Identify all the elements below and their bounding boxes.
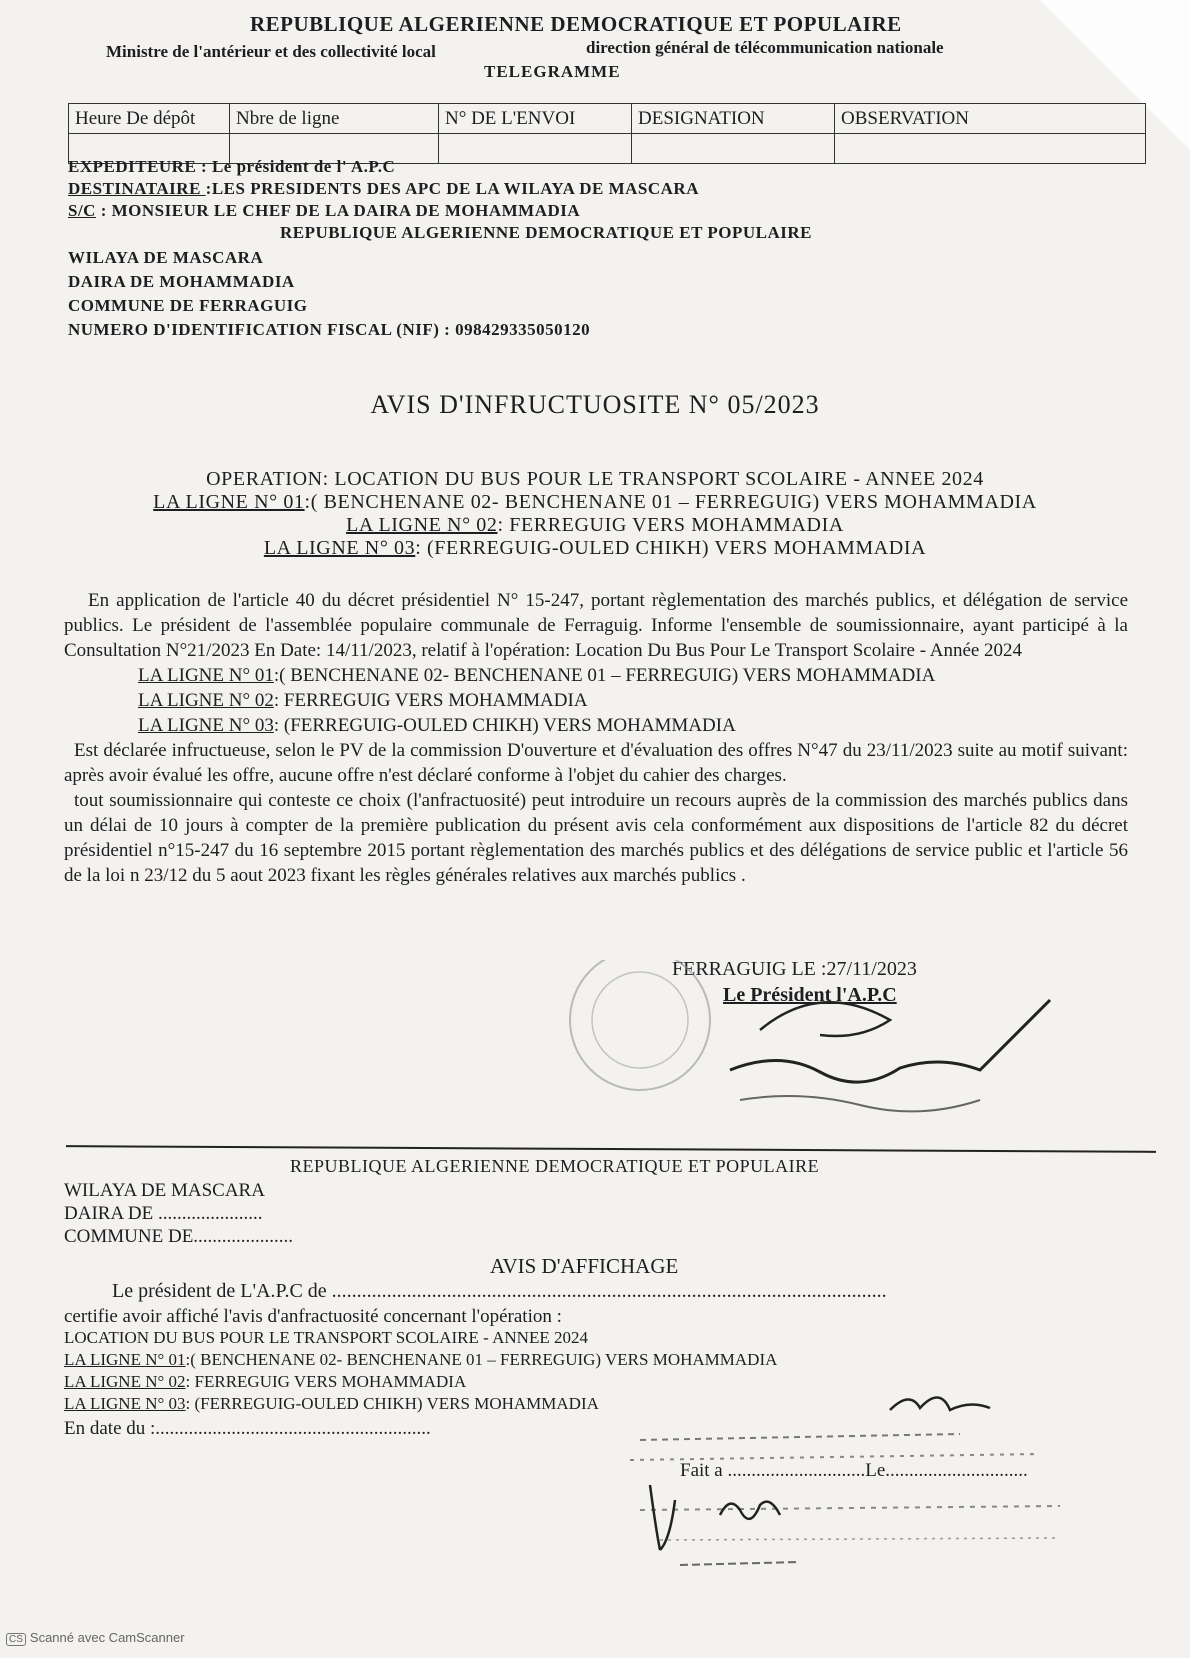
sc-value: : MONSIEUR LE CHEF DE LA DAIRA DE MOHAMMADIA <box>95 201 581 220</box>
commune-line: COMMUNE DE FERRAGUIG <box>68 296 308 315</box>
sc-label: S/C <box>68 201 96 220</box>
line3-label: LA LIGNE N° 03 <box>263 537 416 559</box>
line3-value: : (FERREGUIG-OULED CHIKH) VERS MOHAMMADIA <box>415 537 927 559</box>
signature-place-date: FERRAGUIG LE :27/11/2023 <box>672 958 917 980</box>
body-line3-value: : (FERREGUIG-OULED CHIKH) VERS MOHAMMADIA <box>273 715 736 736</box>
table-cell <box>632 134 835 164</box>
operation-line: OPERATION: LOCATION DU BUS POUR LE TRANSPORT SCOLAIRE - ANNEE 2024 <box>206 468 984 490</box>
table-cell <box>835 134 1146 164</box>
affichage-line-3 <box>64 1394 599 1414</box>
table-header-cell: Nbre de ligne <box>230 104 439 134</box>
body-line-1 <box>64 663 1128 688</box>
affichage-date: En date du :.......................................................... <box>64 1418 431 1439</box>
table-header-cell: Heure De dépôt <box>69 104 230 134</box>
ministry-label: Ministre de l'antérieur et des collectivité local <box>106 42 436 61</box>
notice-body <box>64 588 1128 888</box>
sc-line <box>68 201 580 221</box>
handwritten-stamp-mark <box>620 1390 1100 1580</box>
line1-heading <box>0 491 1190 514</box>
affichage-line-2 <box>64 1372 466 1392</box>
telegram-label: TELEGRAMME <box>484 62 621 81</box>
body-line3-label: LA LIGNE N° 03 <box>138 715 274 736</box>
table-header-cell: N° DE L'ENVOI <box>439 104 632 134</box>
body-line1-label: LA LIGNE N° 01 <box>138 665 274 686</box>
affichage-commune: COMMUNE DE..................... <box>64 1226 294 1247</box>
expediteur-line: EXPEDITEURE : Le président de l' A.P.C <box>68 157 396 176</box>
scan-label: Scanné avec CamScanner <box>29 1630 185 1645</box>
affichage-line1-value: :( BENCHENANE 02- BENCHENANE 01 – FERREGUIG) VERS MOHAMMADIA <box>185 1350 778 1369</box>
affichage-line3-value: : (FERREGUIG-OULED CHIKH) VERS MOHAMMADIA <box>185 1394 599 1413</box>
table-header-row <box>69 104 1146 134</box>
line1-value: :( BENCHENANE 02- BENCHENANE 01 – FERREGUIG) VERS MOHAMMADIA <box>304 491 1037 513</box>
affichage-republic: REPUBLIQUE ALGERIENNE DEMOCRATIQUE ET POPULAIRE <box>290 1156 820 1176</box>
body-paragraph-3: tout soumissionnaire qui conteste ce choix (l'anfractuosité) peut introduire un recours auprès de la commission des marchés publics dans un délai de 10 jours à compter de la première publication du présent avis cela conformément aux dispositions de l'article 82 du décret présidentiel n°15-247 du 16 septembre 2015 portant règlementation des marchés publics et des délégations de service public et l'article 56 de la loi n 23/12 du 5 aout 2023 fixant les règles générales relatives aux marchés publics . <box>64 790 1128 886</box>
direction-label: direction général de télécommunication nationale <box>586 38 944 57</box>
line2-value: : FERREGUIG VERS MOHAMMADIA <box>497 514 844 536</box>
signature-role: Le Président l'A.P.C <box>723 984 897 1006</box>
destinataire-label: DESTINATAIRE <box>68 179 206 198</box>
official-stamp-signature <box>560 960 1080 1130</box>
affichage-fait: Fait a .............................Le.............................. <box>680 1460 1028 1481</box>
wilaya-line: WILAYA DE MASCARA <box>68 248 264 267</box>
affichage-president: Le président de L'A.P.C de ............................................................................................................... <box>112 1280 887 1302</box>
affichage-daira: DAIRA DE ...................... <box>64 1203 263 1224</box>
line1-label: LA LIGNE N° 01 <box>153 491 305 513</box>
body-line2-label: LA LIGNE N° 02 <box>138 690 274 711</box>
camscanner-icon: CS <box>6 1633 26 1646</box>
destinataire-line <box>68 179 699 199</box>
affichage-operation: LOCATION DU BUS POUR LE TRANSPORT SCOLAIRE - ANNEE 2024 <box>64 1328 588 1347</box>
affichage-line-1 <box>64 1350 777 1370</box>
table-header-cell: OBSERVATION <box>835 104 1146 134</box>
section-divider <box>66 1145 1156 1153</box>
body-line-3 <box>64 713 1128 738</box>
republic-heading: REPUBLIQUE ALGERIENNE DEMOCRATIQUE ET POPULAIRE <box>250 12 902 36</box>
line2-heading <box>0 514 1190 537</box>
scan-footer <box>6 1630 185 1646</box>
affichage-line2-value: : FERREGUIG VERS MOHAMMADIA <box>185 1372 467 1391</box>
affichage-wilaya: WILAYA DE MASCARA <box>64 1180 265 1201</box>
republic-subheading: REPUBLIQUE ALGERIENNE DEMOCRATIQUE ET POPULAIRE <box>280 223 813 242</box>
affichage-line1-label: LA LIGNE N° 01 <box>64 1350 186 1369</box>
nif-line: NUMERO D'IDENTIFICATION FISCAL (NIF) : 098429335050120 <box>68 320 591 339</box>
body-line2-value: : FERREGUIG VERS MOHAMMADIA <box>273 690 588 711</box>
affichage-title: AVIS D'AFFICHAGE <box>490 1254 679 1278</box>
line2-label: LA LIGNE N° 02 <box>346 514 498 536</box>
telegram-table <box>68 103 1146 164</box>
destinataire-value: :LES PRESIDENTS DES APC DE LA WILAYA DE MASCARA <box>205 179 699 198</box>
line3-heading <box>0 537 1190 560</box>
body-paragraph-2: Est déclarée infructueuse, selon le PV de la commission D'ouverture et d'évaluation des offres N°47 du 23/11/2023 suite au motif suivant: après avoir évalué les offre, aucune offre n'est déclaré conforme à l'objet du cahier des charges. <box>64 740 1128 786</box>
body-line1-value: :( BENCHENANE 02- BENCHENANE 01 – FERREGUIG) VERS MOHAMMADIA <box>273 665 936 686</box>
table-cell <box>439 134 632 164</box>
body-line-2 <box>64 688 1128 713</box>
daira-line: DAIRA DE MOHAMMADIA <box>68 272 295 291</box>
notice-title: AVIS D'INFRUCTUOSITE N° 05/2023 <box>370 390 820 419</box>
affichage-line3-label: LA LIGNE N° 03 <box>64 1394 186 1413</box>
body-paragraph-1: En application de l'article 40 du décret présidentiel N° 15-247, portant règlementation des marchés publics, et délégation de service publics. Le président de l'assemblée populaire communale de Ferraguig. Informe l'ensemble de soumissionnaire, ayant participé à la Consultation N°21/2023 En Date: 14/11/2023, relatif à l'opération: Location Du Bus Pour Le Transport Scolaire - Année 2024 <box>64 590 1128 661</box>
affichage-certifie: certifie avoir affiché l'avis d'anfractuosité concernant l'opération : <box>64 1306 562 1327</box>
affichage-line2-label: LA LIGNE N° 02 <box>64 1372 186 1391</box>
table-header-cell: DESIGNATION <box>632 104 835 134</box>
